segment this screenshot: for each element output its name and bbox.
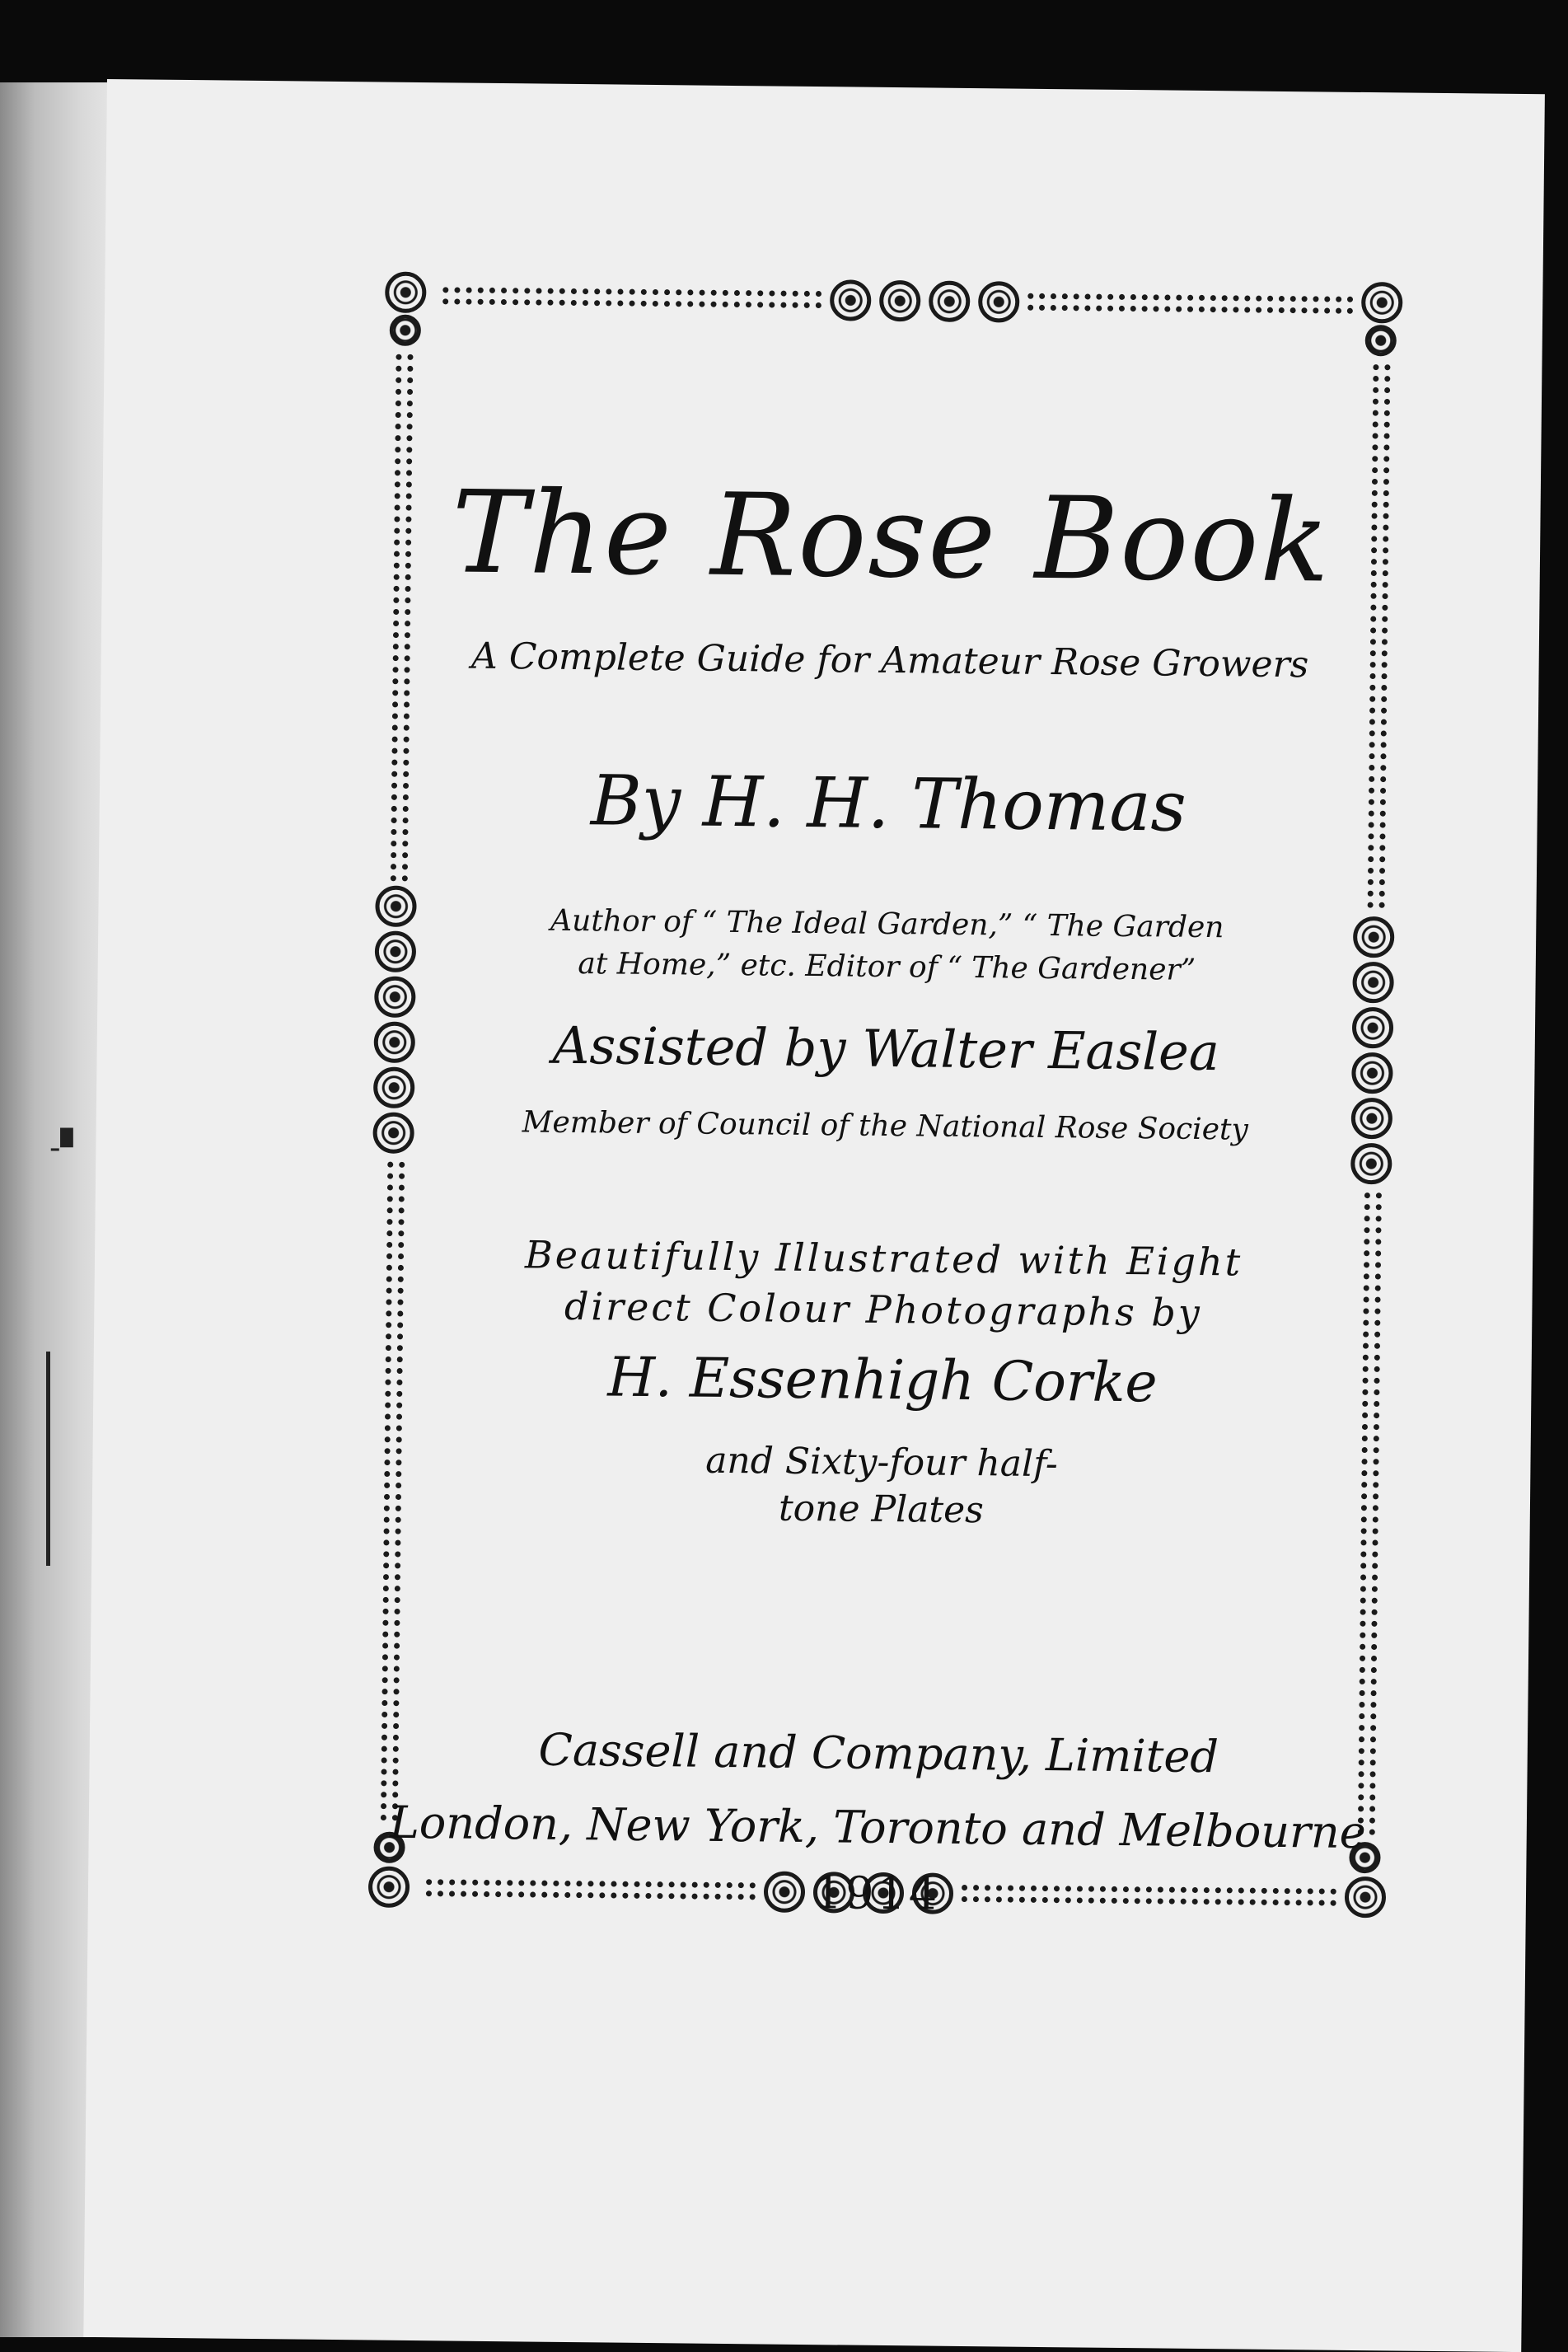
rose-ornament-icon [879,280,921,322]
author-credentials-line: at Home,” etc. Editor of “ The Gardener” [578,947,1196,988]
assistant-credentials: Member of Council of the National Rose Society [522,1105,1249,1147]
rose-ornament-icon [1350,1143,1392,1185]
spine-mark [46,1352,50,1566]
title-page [83,79,1545,2352]
publisher-name: Cassell and Company, Limited [538,1723,1219,1783]
photographer-name: H. Essenhigh Corke [607,1345,1158,1415]
margin-mark: -▘ [49,1129,87,1167]
author-credentials [378,898,1397,995]
plates-note-line: and Sixty-four half- [704,1439,1058,1486]
illustration-note [374,1227,1392,1340]
border-top-right-dots [1027,305,1353,314]
illustration-note-line: Beautifully Illustrated with Eight [524,1232,1243,1285]
rose-ornament-icon [929,280,971,322]
corner-rose-icon [390,315,421,346]
corner-rose-icon [1361,282,1403,324]
publisher-cities: London, New York, Toronto and Melbourne [389,1796,1366,1859]
ornamental-border [368,272,1403,1919]
author-byline: By H. H. Thomas [590,760,1187,847]
publication-year: 1914 [813,1867,941,1920]
author-credentials-line: Author of “ The Ideal Garden,” “ The Garden [550,903,1224,945]
book-title: The Rose Book [451,466,1332,608]
corner-rose-icon [1365,325,1397,356]
rose-ornament-icon [978,281,1020,323]
border-top-left-dots [442,287,821,297]
illustration-note-line: direct Colour Photographs by [564,1283,1203,1336]
assistant-byline: Assisted by Walter Easlea [552,1014,1220,1083]
plates-note [372,1433,1391,1538]
corner-rose-icon [385,272,427,314]
book-subtitle: A Complete Guide for Amateur Rose Growers [470,635,1309,686]
border-top-right-dots [1027,293,1353,302]
plates-note-line: tone Plates [778,1487,985,1532]
rose-ornament-icon [830,279,872,321]
border-top-left-dots [442,298,821,308]
